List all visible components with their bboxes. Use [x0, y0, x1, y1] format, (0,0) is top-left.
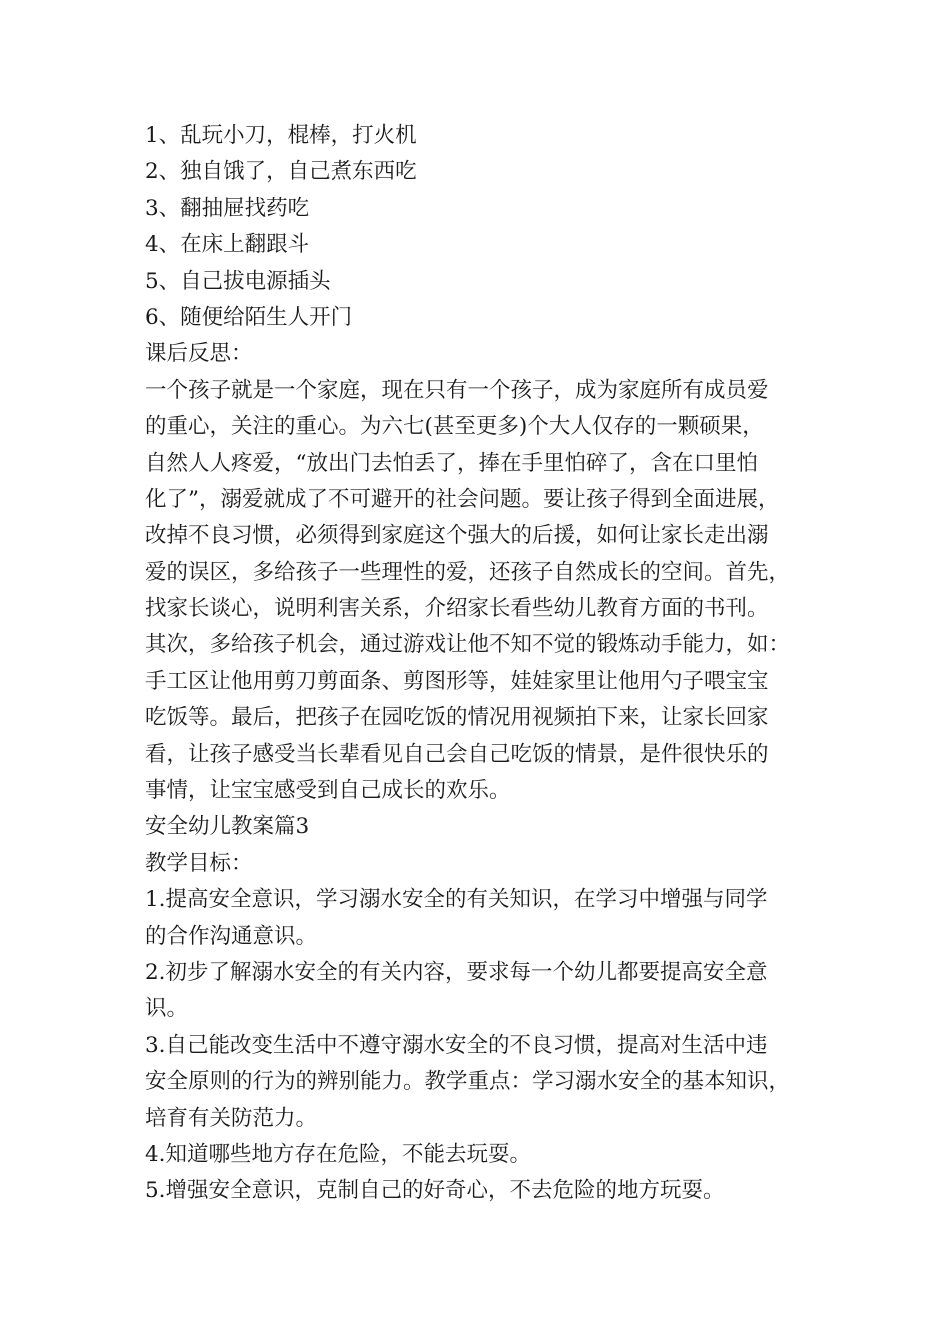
reflection-paragraph	[145, 373, 825, 810]
list-item: 1、乱玩小刀，棍棒，打火机	[145, 123, 417, 148]
goals-list	[145, 882, 825, 1210]
paragraph-line: 一个孩子就是一个家庭，现在只有一个孩子，成为家庭所有成员爱	[145, 377, 769, 403]
document-body	[145, 118, 825, 1210]
paragraph-line: 找家长谈心，说明利害关系，介绍家长看些幼儿教育方面的书刊。	[145, 596, 769, 622]
goal-line: 4.知道哪些地方存在危险，不能去玩耍。	[145, 1141, 532, 1167]
list-item: 2、独自饿了，自己煮东西吃	[145, 159, 417, 185]
paragraph-line: 改掉不良习惯，必须得到家庭这个强大的后援，如何让家长走出溺	[145, 523, 769, 549]
paragraph-line: 爱的误区，多给孩子一些理性的爱，还孩子自然成长的空间。首先，	[145, 559, 791, 585]
paragraph-line: 手工区让他用剪刀剪面条、剪图形等，娃娃家里让他用勺子喂宝宝	[145, 668, 769, 694]
section-title: 安全幼儿教案篇3	[145, 814, 310, 840]
reflection-heading: 课后反思：	[145, 341, 253, 367]
paragraph-line: 吃饭等。最后，把孩子在园吃饭的情况用视频拍下来，让家长回家	[145, 705, 769, 731]
paragraph-line: 的重心，关注的重心。为六七(甚至更多)个大人仅存的一颗硕果，	[145, 414, 764, 440]
paragraph-line: 化了”，溺爱就成了不可避开的社会问题。要让孩子得到全面进展，	[145, 486, 780, 512]
goal-line: 的合作沟通意识。	[145, 923, 318, 949]
paragraph-line: 自然人人疼爱，“放出门去怕丢了，捧在手里怕碎了，含在口里怕	[145, 450, 758, 476]
paragraph-line: 看，让孩子感受当长辈看见自己会自己吃饭的情景，是件很快乐的	[145, 741, 769, 767]
list-item: 6、随便给陌生人开门	[145, 304, 353, 330]
goal-line: 3.自己能改变生活中不遵守溺水安全的不良习惯，提高对生活中违	[145, 1032, 768, 1058]
list-item: 5、自己拔电源插头	[145, 268, 331, 294]
goals-heading: 教学目标：	[145, 850, 253, 876]
goal-line: 2.初步了解溺水安全的有关内容，要求每一个幼儿都要提高安全意	[145, 959, 768, 985]
paragraph-line: 事情，让宝宝感受到自己成长的欢乐。	[145, 778, 511, 804]
goal-line: 培育有关防范力。	[145, 1105, 318, 1131]
goal-line: 1.提高安全意识，学习溺水安全的有关知识，在学习中增强与同学	[145, 887, 768, 913]
safety-list	[145, 118, 825, 336]
paragraph-line: 其次，多给孩子机会，通过游戏让他不知不觉的锻炼动手能力，如：	[145, 632, 791, 658]
goal-line: 识。	[145, 996, 189, 1022]
goal-line: 5.增强安全意识，克制自己的好奇心，不去危险的地方玩耍。	[145, 1178, 725, 1204]
list-item: 4、在床上翻跟斗	[145, 232, 310, 258]
list-item: 3、翻抽屉找药吃	[145, 195, 310, 221]
goal-line: 安全原则的行为的辨别能力。教学重点：学习溺水安全的基本知识，	[145, 1069, 791, 1095]
